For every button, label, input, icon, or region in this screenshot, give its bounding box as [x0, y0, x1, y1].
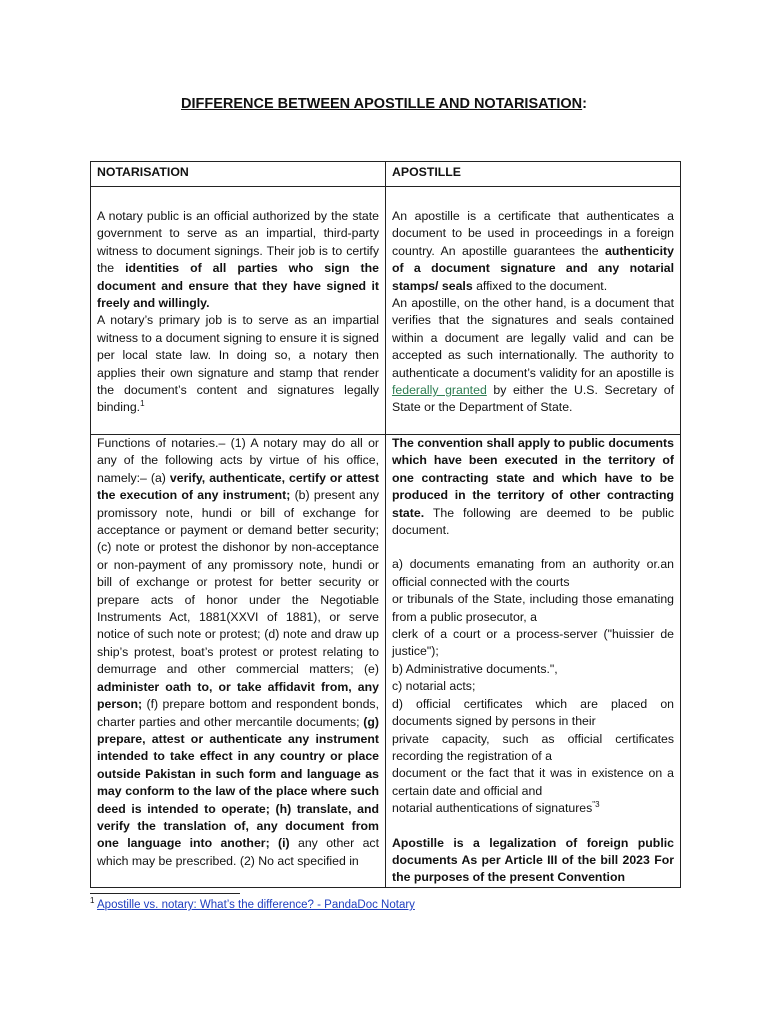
federally-granted-link[interactable]: federally granted	[392, 383, 487, 398]
footnote-ref: "3	[592, 800, 600, 810]
list-item-a-cont2: clerk of a court or a process-server ("huissier de justice");	[392, 627, 674, 659]
page-title	[0, 96, 768, 112]
list-item-d: d) official certificates which are placed on documents signed by persons in their	[392, 696, 674, 729]
table-row	[91, 187, 681, 435]
footnote-marker: 1	[90, 896, 95, 906]
footnote-ref: 1	[140, 399, 145, 409]
list-item-d-cont: private capacity, such as official certificates recording the registration of a	[392, 731, 674, 763]
list-item-d-cont3: notarial authentications of signatures$^{"3}$	[392, 800, 600, 816]
notary-para-1: A notary public is an official authorized by the state government to serve as an impartial, third-party witness to document signings. Their job is to certify the identities of all parties who sign the document and ensure that they have signed it freely and willingly.	[97, 209, 379, 311]
convention-cell	[386, 435, 681, 888]
apostille-para-1: An apostille is a certificate that authenticates a document to be used in proceedings in a foreign country. An apostille guarantees the authenticity of a document signature and any notarial stamps/ seals affixed to the document.	[392, 209, 674, 293]
apostille-definition-cell	[386, 187, 681, 435]
list-item-a-cont: or tribunals of the State, including those emanating from a public prosecutor, a	[392, 592, 674, 624]
notary-functions-text: Functions of notaries.– (1) A notary may do all or any of the following acts by virtue of his office, namely:– (a) verify, authenticate, certify or attest the execution of any instrument; (b) present any promissory note, hundi or bill of exchange for acceptance or payment or demand better security; (c) note or protest the dishonor by non-acceptance or non-payment of any promissory note, hundi or bill of exchange or protest for better security or prepare acts of honor under the Negotiable Instruments Act, 1881(XXVI of 1881), or serve notice of such note or protest; (d) note and draw up ship’s protest, boat’s protest or protest relating to demurrage and other commercial matters; (e) administer oath to, or take affidavit from, any person; (f) prepare bottom and respondent bonds, charter parties and other mercantile documents; (g) prepare, attest or authenticate any instrument intended to take effect in any country or place outside Pakistan in such form and language as may conform to the law of the place where such deed is intended to operate; (h) translate, and verify the translation of, any document from one language into another; (i) any other act which may be prescribed. (2) No act specified in	[97, 436, 379, 868]
list-item-c: c) notarial acts;	[392, 679, 476, 694]
notary-para-2: A notary’s primary job is to serve as an impartial witness to a document signing to ensure it is signed per local state law. In doing so, a notary then applies their own signature and stamp that render the document’s content and signatures legally binding.$^1$	[97, 313, 379, 415]
footnote-link[interactable]: Apostille vs. notary: What’s the difference? - PandaDoc Notary	[97, 899, 415, 911]
apostille-para-2: An apostille, on the other hand, is a document that verifies that the signatures and seals contained within a document are legally valid and can be accepted as such internationally. The authority to authenticate a document’s validity for an apostille is federally granted by either the U.S. Secretary of State or the Department of State.	[392, 296, 674, 415]
apostille-closing: Apostille is a legalization of foreign public documents As per Article III of the bill 2023 For the purposes of the present Convention	[392, 835, 674, 885]
footnote-separator	[90, 893, 240, 894]
list-item-a: a) documents emanating from an authority or.an official connected with the courts	[392, 557, 674, 589]
convention-intro: The convention shall apply to public documents which have been executed in the territory of one contracting state and which have to be produced in the territory of other contracting state. The following are deemed to be public document.	[392, 436, 674, 538]
list-item-d-cont2: document or the fact that it was in existence on a certain date and official and	[392, 766, 674, 798]
footnote	[90, 896, 415, 911]
notarisation-definition-cell	[91, 187, 386, 435]
comparison-table	[90, 161, 681, 888]
header-notarisation: NOTARISATION	[91, 162, 386, 187]
list-item-b: b) Administrative documents.",	[392, 661, 558, 676]
page-title-colon: :	[582, 96, 587, 112]
header-apostille: APOSTILLE	[386, 162, 681, 187]
table-row	[91, 435, 681, 888]
page-title-text: DIFFERENCE BETWEEN APOSTILLE AND NOTARISATION	[180, 96, 583, 112]
table-header-row	[91, 162, 681, 187]
notary-functions-cell	[91, 435, 386, 888]
